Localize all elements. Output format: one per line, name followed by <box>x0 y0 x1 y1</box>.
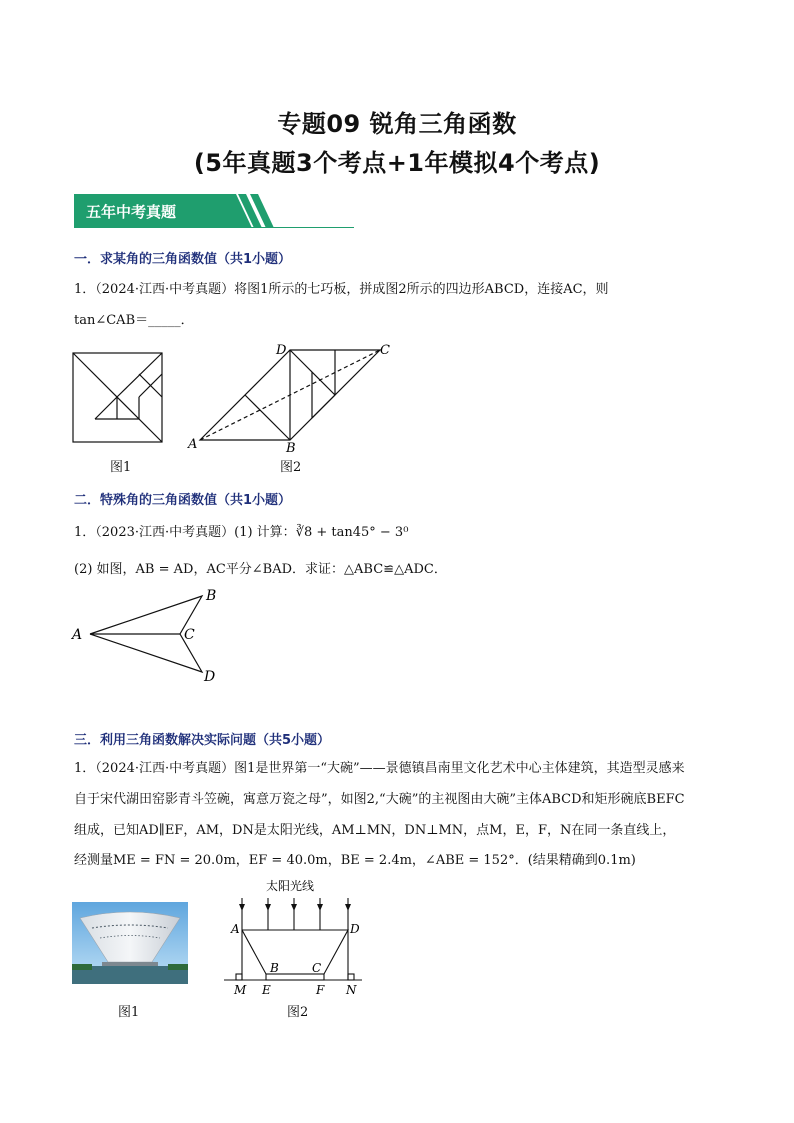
dart-label-d: D <box>204 669 216 684</box>
fig3-2-caption: 图2 <box>287 1005 309 1020</box>
schematic-label-n: N <box>346 983 357 997</box>
schematic-label-b: B <box>270 961 279 975</box>
question-3-1-line2: 自于宋代湖田窑影青斗笠碗，寓意万瓷之母”，如图2,“大碗”的主视图由大碗”主体ABCD和矩形碗底BEFC <box>74 792 685 807</box>
section-heading-2: 二．特殊角的三角函数值（共1小题） <box>74 493 292 508</box>
schematic-label-d: D <box>350 922 360 936</box>
dart-label-b: B <box>206 588 217 604</box>
schematic-label-f: F <box>316 983 325 997</box>
question-3-1-line1: 1．（2024·江西·中考真题）图1是世界第一“大碗”——景德镇昌南里文化艺术中心主体建筑，其造型灵感来 <box>74 761 685 776</box>
fig3-1-caption: 图1 <box>118 1005 140 1020</box>
fig2-caption: 图2 <box>280 460 302 475</box>
fig2-label-b: B <box>286 441 296 452</box>
fig2-label-a: A <box>188 437 198 452</box>
question-1-1-line2: tan∠CAB＝_____． <box>74 313 194 328</box>
question-3-1-line4: 经测量ME = FN = 20.0m，EF = 40.0m，BE = 2.4m，∠ABE = 152°．(结果精确到0.1m) <box>74 853 636 868</box>
schematic-label-a: A <box>231 922 240 936</box>
question-2-1-line2: (2) 如图，AB = AD，AC平分∠BAD．求证：△ABC≌△ADC． <box>74 562 447 577</box>
fig2-label-d: D <box>276 343 287 358</box>
fig1-caption: 图1 <box>110 460 132 475</box>
fig2-label-c: C <box>380 343 390 358</box>
tangram-square-figure <box>72 352 164 444</box>
question-1-1-line1: 1．（2024·江西·中考真题）将图1所示的七巧板，拼成图2所示的四边形ABCD，连接AC，则 <box>74 282 609 297</box>
dart-label-a: A <box>72 627 83 643</box>
question-3-1-line3: 组成，已知AD∥EF，AM，DN是太阳光线，AM⊥MN，DN⊥MN，点M，E，F，N在同一条直线上， <box>74 823 676 838</box>
dart-figure <box>66 584 226 684</box>
schematic-label-m: M <box>234 983 247 997</box>
dart-label-c: C <box>184 627 195 643</box>
question-2-1-line1: 1．（2023·江西·中考真题）(1) 计算：∛8 + tan45° − 3⁰ <box>74 525 409 540</box>
page-subtitle: (5年真题3个考点+1年模拟4个考点) <box>193 149 601 177</box>
sunlight-label: 太阳光线 <box>266 879 315 893</box>
section-heading-1: 一．求某角的三角函数值（共1小题） <box>74 252 292 267</box>
schematic-label-e: E <box>262 983 271 997</box>
schematic-label-c: C <box>312 961 322 975</box>
section-heading-3: 三．利用三角函数解决实际问题（共5小题） <box>74 733 331 748</box>
quadrilateral-figure <box>186 340 396 452</box>
banner-label: 五年中考真题 <box>86 203 177 221</box>
bowl-schematic-figure <box>222 876 368 1000</box>
page-title: 专题09 锐角三角函数 <box>277 110 517 138</box>
bowl-building-photo <box>72 902 188 984</box>
